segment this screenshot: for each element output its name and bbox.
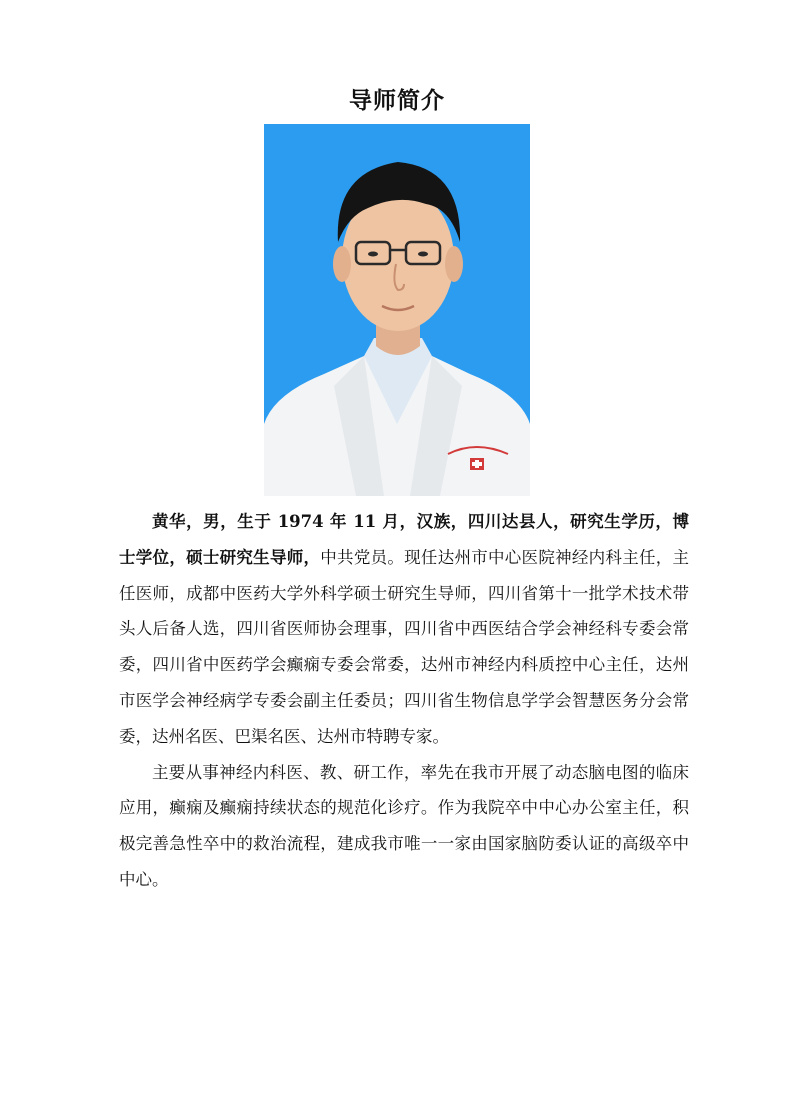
bio-bold-intro: 黄华，男，生于 1974 年 11 月，汉族，四川达县人，研究生学历，博士学位，硕士研究生导师， xyxy=(119,512,689,567)
page-title: 导师简介 xyxy=(349,87,445,114)
bio-paragraph xyxy=(119,504,689,755)
work-paragraph: 主要从事神经内科医、教、研工作，率先在我市开展了动态脑电图的临床应用，癫痫及癫痫持续状态的规范化诊疗。作为我院卒中中心办公室主任，积极完善急性卒中的救治流程，建成我市唯一一家由国家脑防委认证的高级卒中中心。 xyxy=(119,762,689,889)
biography xyxy=(119,504,689,898)
bio-details: 中共党员。现任达州市中心医院神经内科主任，主任医师，成都中医药大学外科学硕士研究生导师，四川省第十一批学术技术带头人后备人选，四川省医师协会理事，四川省中西医结合学会神经科专委会常委，四川省中医药学会癫痫专委会常委，达州市神经内科质控中心主任，达州市医学会神经病学专委会副主任委员；四川省生物信息学学会智慧医务分会常委，达州名医、巴渠名医、达州市特聘专家。 xyxy=(119,547,690,746)
portrait-photo xyxy=(264,124,530,496)
